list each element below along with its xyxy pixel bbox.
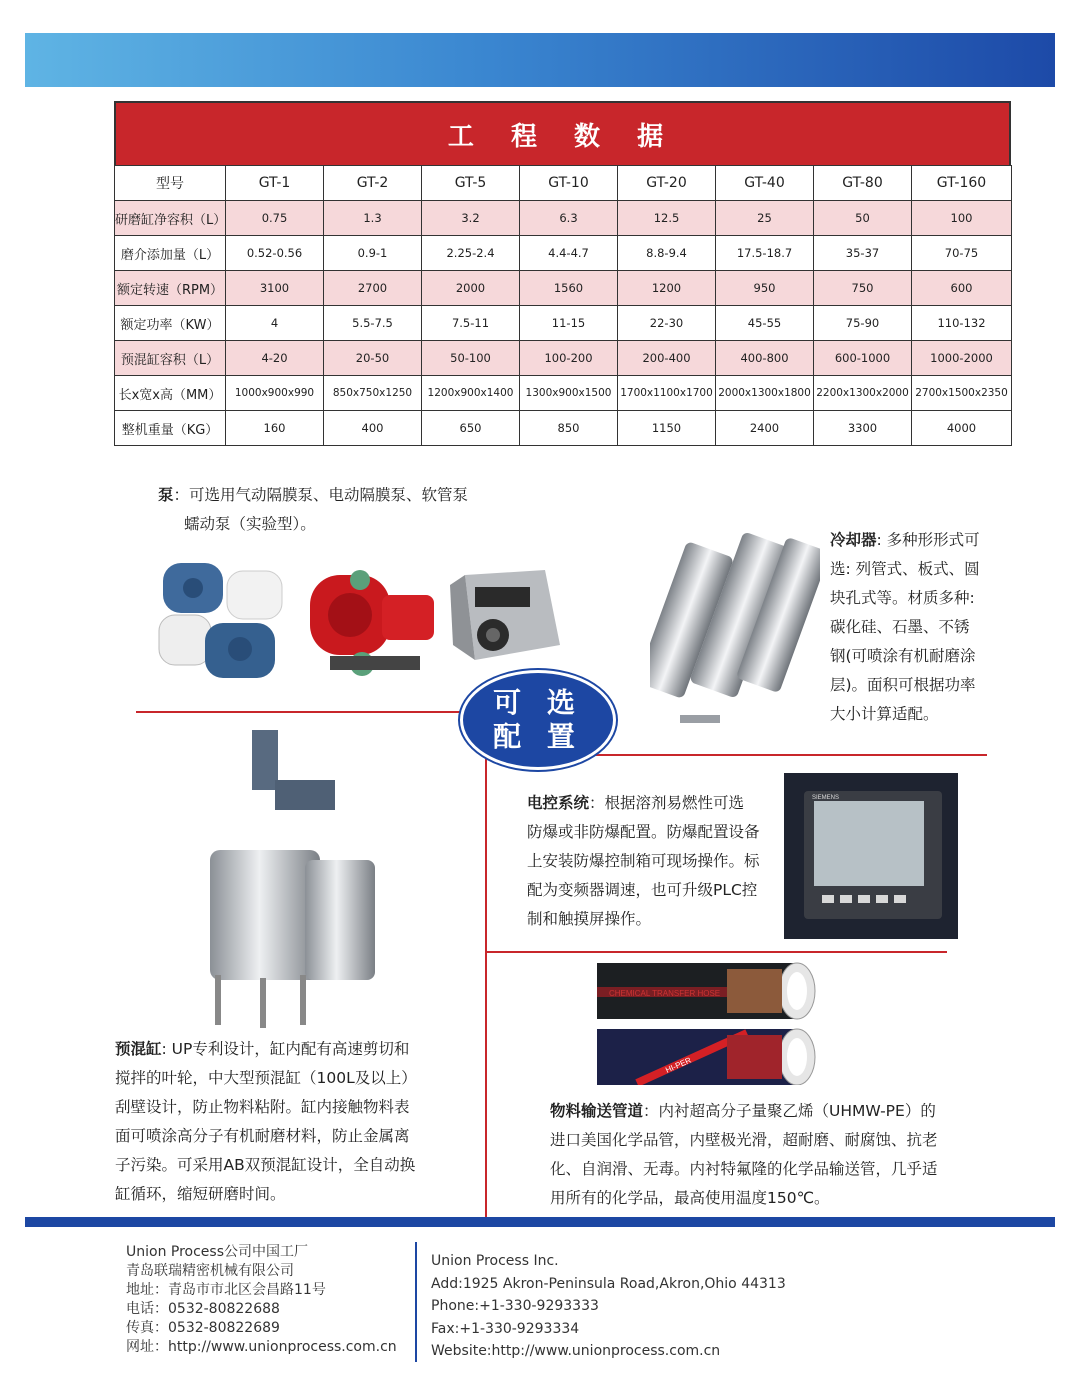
cooler-line: 层)。面积可根据功率 xyxy=(830,676,976,694)
table-cell: 8.8-9.4 xyxy=(618,236,716,271)
optional-config-badge xyxy=(460,670,616,770)
pipe-line: 化、自润滑、无毒。内衬特氟隆的化学品输送管，几乎适 xyxy=(550,1160,938,1178)
header-cell: GT-1 xyxy=(226,166,324,201)
header-cell: GT-2 xyxy=(324,166,422,201)
cooler-line: 大小计算适配。 xyxy=(830,705,939,723)
header-cell: 型号 xyxy=(115,166,226,201)
pipe-line: ：内衬超高分子量聚乙烯（UHMW-PE）的 xyxy=(643,1102,936,1120)
table-cell: 5.5-7.5 xyxy=(324,306,422,341)
badge-line: 配 置 xyxy=(493,720,583,753)
premix-line: 刮壁设计，防止物料粘附。缸内接触物料表 xyxy=(115,1098,410,1116)
header-cell: GT-5 xyxy=(422,166,520,201)
table-cell: 70-75 xyxy=(912,236,1012,271)
electric-line: 上安装防爆控制箱可现场操作。标 xyxy=(527,852,760,870)
table-cell: 1700x1100x1700 xyxy=(618,376,716,411)
footer-line: Union Process Inc. xyxy=(431,1253,559,1269)
table-cell: 1000-2000 xyxy=(912,341,1012,376)
footer-website[interactable]: 网址：http://www.unionprocess.com.cn xyxy=(126,1339,397,1355)
divider-line xyxy=(485,754,487,1219)
table-cell: 4.4-4.7 xyxy=(520,236,618,271)
table-cell: 2200x1300x2000 xyxy=(814,376,912,411)
table-cell: 160 xyxy=(226,411,324,446)
bottom-banner xyxy=(25,1217,1055,1227)
diaphragm-pump-image xyxy=(155,553,295,683)
hose-pump-image xyxy=(300,560,440,685)
electric-description xyxy=(527,789,760,934)
table-row xyxy=(115,411,1012,446)
electric-line: ：根据溶剂易燃性可选 xyxy=(589,794,745,812)
badge-line: 可 选 xyxy=(493,686,583,719)
premix-line: 搅拌的叶轮，中大型预混缸（100L及以上） xyxy=(115,1069,417,1087)
table-cell: 600 xyxy=(912,271,1012,306)
header-cell: GT-160 xyxy=(912,166,1012,201)
pipe-description xyxy=(550,1097,938,1213)
pipe-title: 物料输送管道 xyxy=(550,1102,644,1120)
premix-tank-image xyxy=(200,720,390,1030)
divider-line xyxy=(487,951,947,953)
table-cell: 100-200 xyxy=(520,341,618,376)
pump-line: 蠕动泵（实验型）。 xyxy=(184,515,316,533)
row-label: 额定功率（KW） xyxy=(115,306,226,341)
table-cell: 75-90 xyxy=(814,306,912,341)
table-cell: 1150 xyxy=(618,411,716,446)
table-cell: 2700x1500x2350 xyxy=(912,376,1012,411)
spec-table xyxy=(114,165,1012,446)
cooler-line: 块孔式等。材质多种: xyxy=(830,589,975,607)
premix-line: : UP专利设计，缸内配有高速剪切和 xyxy=(161,1040,410,1058)
footer-line: Union Process公司中国工厂 xyxy=(126,1244,309,1260)
table-cell: 20-50 xyxy=(324,341,422,376)
table-cell: 1300x900x1500 xyxy=(520,376,618,411)
table-cell: 2.25-2.4 xyxy=(422,236,520,271)
row-label: 预混缸容积（L） xyxy=(115,341,226,376)
table-cell: 850 xyxy=(520,411,618,446)
table-cell: 110-132 xyxy=(912,306,1012,341)
pump-description xyxy=(158,481,468,539)
table-cell: 3300 xyxy=(814,411,912,446)
header-cell: GT-80 xyxy=(814,166,912,201)
pipe-line: 用所有的化学品，最高使用温度150℃。 xyxy=(550,1189,830,1207)
table-cell: 12.5 xyxy=(618,201,716,236)
footer-line: 青岛联瑞精密机械有限公司 xyxy=(126,1263,294,1279)
table-cell: 25 xyxy=(716,201,814,236)
table-row xyxy=(115,376,1012,411)
footer-website[interactable]: Website:http://www.unionprocess.com.cn xyxy=(431,1343,721,1359)
row-label: 研磨缸净容积（L） xyxy=(115,201,226,236)
hoses-image xyxy=(597,961,819,1085)
table-row xyxy=(115,341,1012,376)
spec-table-title: 工 程 数 据 xyxy=(447,121,678,152)
table-cell: 1000x900x990 xyxy=(226,376,324,411)
table-cell: 0.9-1 xyxy=(324,236,422,271)
table-cell: 11-15 xyxy=(520,306,618,341)
table-header-row xyxy=(115,166,1012,201)
footer-line: Phone:+1-330-9293333 xyxy=(431,1298,599,1314)
table-cell: 3100 xyxy=(226,271,324,306)
cooler-line: 钢(可喷涂有机耐磨涂 xyxy=(830,647,976,665)
footer-line: 电话：0532-80822688 xyxy=(126,1301,280,1317)
table-cell: 400 xyxy=(324,411,422,446)
table-cell: 4 xyxy=(226,306,324,341)
footer-divider xyxy=(415,1242,417,1362)
header-cell: GT-20 xyxy=(618,166,716,201)
spec-table-panel xyxy=(114,101,1011,446)
table-cell: 0.75 xyxy=(226,201,324,236)
premix-title: 预混缸 xyxy=(115,1040,162,1058)
footer-left xyxy=(126,1243,397,1357)
table-cell: 17.5-18.7 xyxy=(716,236,814,271)
divider-line xyxy=(136,711,466,713)
footer-right xyxy=(431,1250,786,1363)
electric-line: 配为变频器调速，也可升级PLC控 xyxy=(527,881,758,899)
table-cell: 22-30 xyxy=(618,306,716,341)
top-banner xyxy=(25,33,1055,87)
table-cell: 950 xyxy=(716,271,814,306)
cooler-line: 碳化硅、石墨、不锈 xyxy=(830,618,970,636)
footer-line: 传真：0532-80822689 xyxy=(126,1320,280,1336)
premix-line: 面可喷涂高分子有机耐磨材料，防止金属离 xyxy=(115,1127,410,1145)
row-label: 磨介添加量（L） xyxy=(115,236,226,271)
table-cell: 1560 xyxy=(520,271,618,306)
cooler-image xyxy=(650,520,820,740)
table-cell: 35-37 xyxy=(814,236,912,271)
table-cell: 200-400 xyxy=(618,341,716,376)
table-cell: 2700 xyxy=(324,271,422,306)
table-cell: 3.2 xyxy=(422,201,520,236)
footer-line: 地址：青岛市市北区会昌路11号 xyxy=(126,1282,326,1298)
table-row xyxy=(115,201,1012,236)
pump-title: 泵 xyxy=(158,486,174,504)
table-cell: 2000 xyxy=(422,271,520,306)
table-cell: 4-20 xyxy=(226,341,324,376)
spec-table-title-bar xyxy=(114,101,1011,165)
footer-line: Add:1925 Akron-Peninsula Road,Akron,Ohio 44313 xyxy=(431,1275,786,1292)
hose-label: HI-PER xyxy=(664,1055,693,1075)
cooler-line: : 多种形形式可 xyxy=(876,531,980,549)
table-cell: 4000 xyxy=(912,411,1012,446)
table-cell: 1.3 xyxy=(324,201,422,236)
table-cell: 2000x1300x1800 xyxy=(716,376,814,411)
table-cell: 400-800 xyxy=(716,341,814,376)
footer-line: Fax:+1-330-9293334 xyxy=(431,1320,580,1337)
table-row xyxy=(115,271,1012,306)
table-cell: 6.3 xyxy=(520,201,618,236)
cooler-line: 选: 列管式、板式、圆 xyxy=(830,560,980,578)
row-label: 额定转速（RPM） xyxy=(115,271,226,306)
premix-line: 缸循环，缩短研磨时间。 xyxy=(115,1185,286,1203)
table-cell: 750 xyxy=(814,271,912,306)
pipe-line: 进口美国化学品管，内壁极光滑，超耐磨、耐腐蚀、抗老 xyxy=(550,1131,938,1149)
electric-title: 电控系统 xyxy=(527,794,590,812)
table-cell: 0.52-0.56 xyxy=(226,236,324,271)
header-cell: GT-10 xyxy=(520,166,618,201)
table-cell: 45-55 xyxy=(716,306,814,341)
table-cell: 600-1000 xyxy=(814,341,912,376)
table-cell: 50 xyxy=(814,201,912,236)
premix-description xyxy=(115,1035,417,1209)
header-cell: GT-40 xyxy=(716,166,814,201)
table-cell: 650 xyxy=(422,411,520,446)
table-cell: 1200x900x1400 xyxy=(422,376,520,411)
table-cell: 1200 xyxy=(618,271,716,306)
row-label: 长x宽x高（MM） xyxy=(115,376,226,411)
table-cell: 100 xyxy=(912,201,1012,236)
peristaltic-pump-image xyxy=(445,565,565,675)
cooler-description xyxy=(830,526,980,729)
electric-line: 制和触摸屏操作。 xyxy=(527,910,652,928)
panel-brand: SIEMENS xyxy=(812,795,840,801)
hose-label: CHEMICAL TRANSFER HOSE xyxy=(609,989,721,998)
table-row xyxy=(115,306,1012,341)
cooler-title: 冷却器 xyxy=(830,531,877,549)
premix-line: 子污染。可采用AB双预混缸设计，全自动换 xyxy=(115,1156,416,1174)
table-cell: 850x750x1250 xyxy=(324,376,422,411)
table-cell: 50-100 xyxy=(422,341,520,376)
table-cell: 2400 xyxy=(716,411,814,446)
electric-line: 防爆或非防爆配置。防爆配置设备 xyxy=(527,823,760,841)
table-row xyxy=(115,236,1012,271)
pump-line: ：可选用气动隔膜泵、电动隔膜泵、软管泵 xyxy=(173,486,469,504)
table-cell: 7.5-11 xyxy=(422,306,520,341)
row-label: 整机重量（KG） xyxy=(115,411,226,446)
touch-panel-image xyxy=(784,773,958,939)
